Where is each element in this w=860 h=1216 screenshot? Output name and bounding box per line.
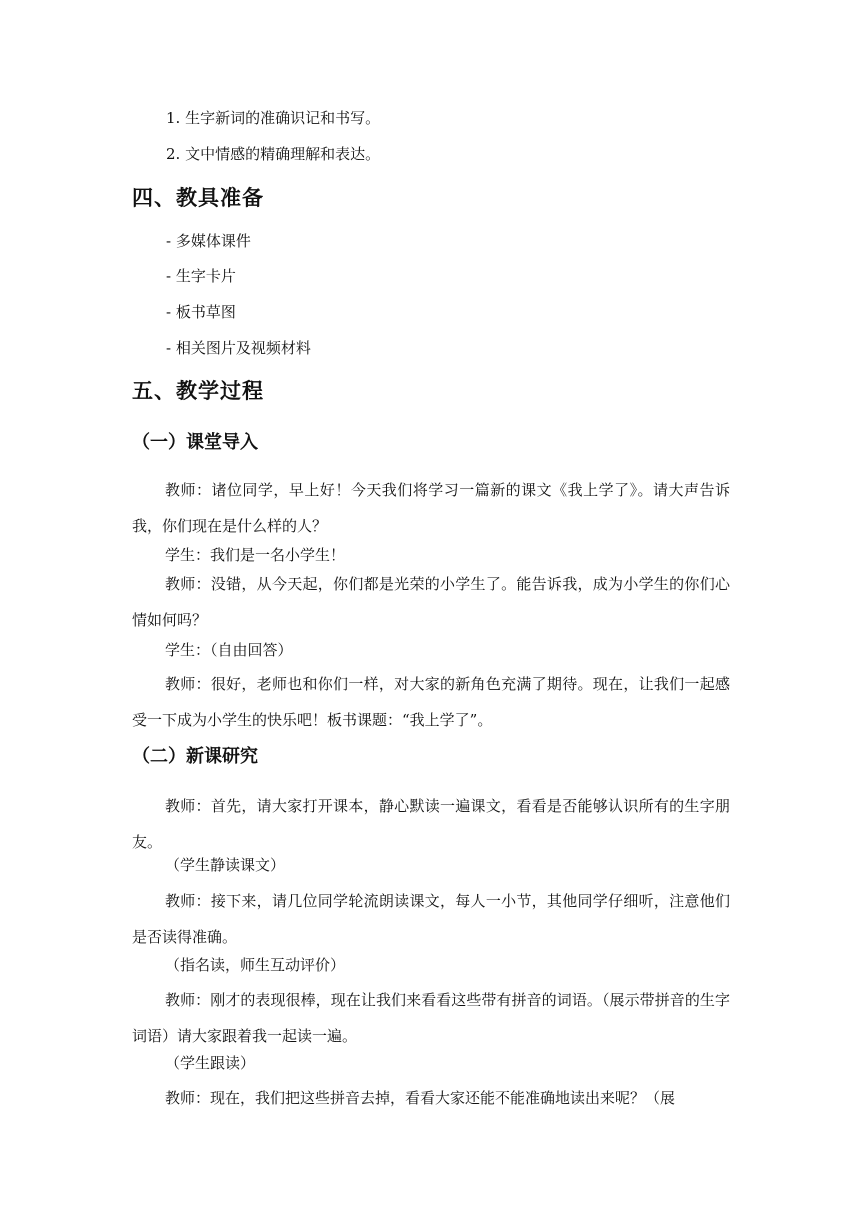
stage-direction: （指名读，师生互动评价） (165, 956, 346, 974)
dialogue-paragraph: 学生：（自由回答） (165, 641, 293, 659)
stage-direction: （学生跟读） (165, 1054, 256, 1072)
material-item: - 板书草图 (166, 303, 236, 321)
dialogue-paragraph: 教师：没错，从今天起，你们都是光荣的小学生了。能告诉我，成为小学生的你们心情如何吗？ (132, 575, 730, 629)
section-heading: 四、教具准备 (132, 185, 264, 210)
difficulty-item: 2. 文中情感的精确理解和表达。 (166, 145, 381, 163)
subsection-heading: （二）新课研究 (132, 746, 258, 767)
material-item: - 生字卡片 (166, 267, 236, 285)
dialogue-paragraph: 学生：我们是一名小学生！ (165, 546, 346, 564)
dialogue-paragraph: 教师：刚才的表现很棒，现在让我们来看看这些带有拼音的词语。（展示带拼音的生字词语）请大家跟着我一起读一遍。 (132, 991, 730, 1045)
material-item: - 多媒体课件 (166, 232, 251, 250)
dialogue-paragraph: 教师：诸位同学，早上好！今天我们将学习一篇新的课文《我上学了》。请大声告诉我，你们现在是什么样的人？ (132, 481, 730, 535)
difficulty-item: 1. 生字新词的准确识记和书写。 (166, 109, 381, 127)
dialogue-paragraph: 教师：很好，老师也和你们一样，对大家的新角色充满了期待。现在，让我们一起感受一下成为小学生的快乐吧！板书课题：“我上学了”。 (132, 675, 730, 729)
stage-direction: （学生静读课文） (165, 856, 286, 874)
section-heading: 五、教学过程 (132, 378, 264, 403)
dialogue-paragraph: 教师：现在，我们把这些拼音去掉，看看大家还能不能准确地读出来呢？（展 (165, 1089, 676, 1107)
subsection-heading: （一）课堂导入 (132, 432, 258, 453)
material-item: - 相关图片及视频材料 (166, 339, 311, 357)
dialogue-paragraph: 教师：接下来，请几位同学轮流朗读课文，每人一小节，其他同学仔细听，注意他们是否读得准确。 (132, 892, 730, 946)
dialogue-paragraph: 教师：首先，请大家打开课本，静心默读一遍课文，看看是否能够认识所有的生字朋友。 (132, 797, 730, 851)
